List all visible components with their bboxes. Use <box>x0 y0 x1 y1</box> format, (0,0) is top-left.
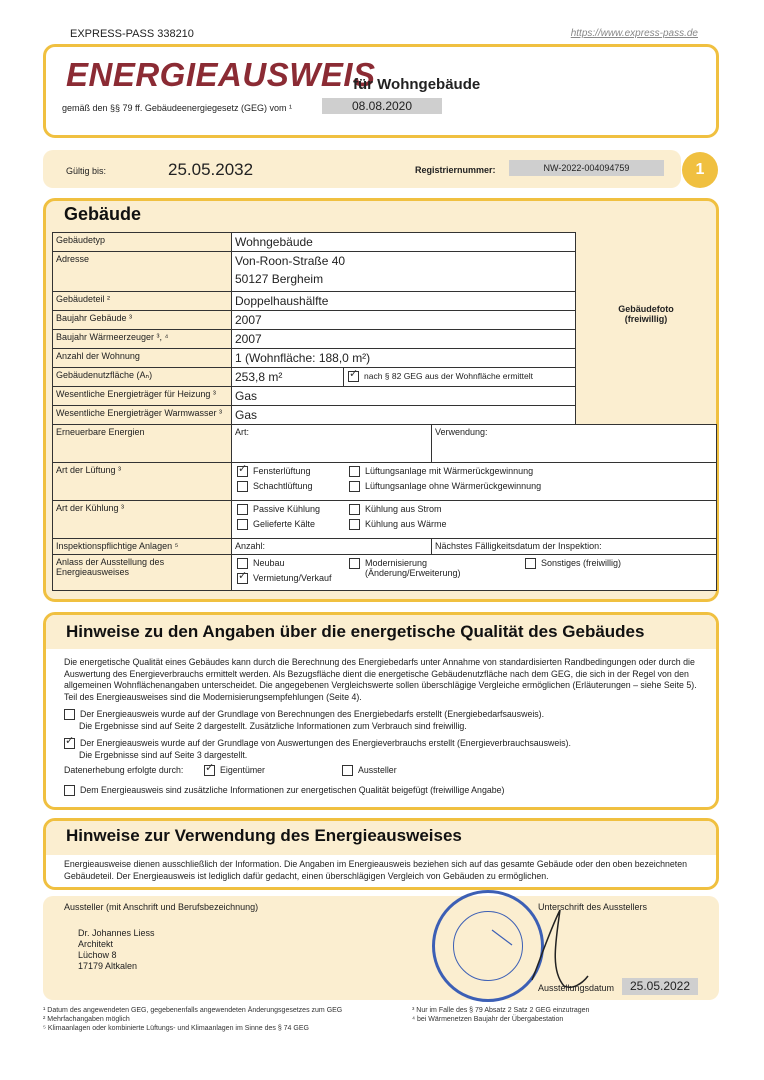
row-value: Gas <box>232 387 576 406</box>
signature-label: Unterschrift des Ausstellers <box>538 902 648 912</box>
renewable-type: Art: <box>232 425 432 463</box>
consumption-option-detail: Die Ergebnisse sind auf Seite 3 dargestellt. <box>79 749 248 760</box>
issuer-name: Dr. Johannes Liess <box>78 928 155 938</box>
demand-option: Der Energieausweis wurde auf der Grundlage von Berechnungen des Energiebedarfs erstellt (Energiebedarfsausweis). <box>80 709 545 719</box>
issuer-label: Aussteller (mit Anschrift und Berufsbezeichnung) <box>64 902 259 912</box>
building-details-table <box>52 424 717 591</box>
checkbox[interactable] <box>237 573 248 584</box>
inspection-count: Anzahl: <box>232 539 432 555</box>
row-value: Doppelhaushälfte <box>232 292 576 311</box>
building-photo-placeholder <box>576 232 716 422</box>
row-label: Gebäudenutzfläche (Aₙ) <box>53 368 232 387</box>
checkbox[interactable] <box>348 371 359 382</box>
row-value: Wohngebäude <box>232 233 576 252</box>
cool-electric: Kühlung aus Strom <box>365 504 442 514</box>
footnote-3: ³ Nur im Falle des § 79 Absatz 2 Satz 2 GEG einzutragen <box>412 1007 590 1014</box>
row-label: Gebäudetyp <box>53 233 232 252</box>
reason-modernization: Modernisierung (Änderung/Erweiterung) <box>365 558 461 578</box>
checkbox[interactable] <box>237 481 248 492</box>
valid-until-label: Gültig bis: <box>66 166 107 176</box>
floor-area-method: nach § 82 GEG aus der Wohnfläche ermittelt <box>364 371 533 381</box>
row-label: Adresse <box>53 252 232 292</box>
row-label: Baujahr Wärmeerzeuger ³, ⁴ <box>53 330 232 349</box>
checkbox[interactable] <box>237 466 248 477</box>
reason-new: Neubau <box>253 558 285 568</box>
registration-number: NW-2022-004094759 <box>509 160 664 176</box>
usage-title: Hinweise zur Verwendung des Energieausweises <box>66 826 462 845</box>
vent-without-recovery: Lüftungsanlage ohne Wärmerückgewinnung <box>365 481 542 492</box>
row-value: 2007 <box>232 311 576 330</box>
issue-date: 25.05.2022 <box>622 978 698 995</box>
footnote-1: ¹ Datum des angewendeten GEG, gegebenenfalls angewendeten Änderungsgesetzes zum GEG <box>43 1007 343 1014</box>
cool-passive: Passive Kühlung <box>253 504 321 514</box>
reason-label: Anlass der Ausstellung des Energieausweises <box>53 555 232 591</box>
notes-title: Hinweise zu den Angaben über die energetische Qualität des Gebäudes <box>66 622 645 641</box>
registration-label: Registriernummer: <box>415 165 496 175</box>
footnotes-left <box>43 1006 342 1033</box>
checkbox[interactable] <box>349 519 360 530</box>
cool-delivered: Gelieferte Kälte <box>253 519 316 530</box>
issuer-city: 17179 Altkalen <box>78 961 138 971</box>
footnote-4: ⁴ bei Wärmenetzen Baujahr der Übergabestation <box>412 1016 564 1023</box>
signature-icon <box>432 890 592 1002</box>
renewable-label: Erneuerbare Energien <box>53 425 232 463</box>
inspection-label: Inspektionspflichtige Anlagen ⁵ <box>53 539 232 555</box>
valid-until-date: 25.05.2032 <box>168 160 254 179</box>
pass-id: EXPRESS-PASS 338210 <box>70 28 194 40</box>
building-title: Gebäude <box>64 204 142 224</box>
document-title: ENERGIEAUSWEIS <box>66 56 376 93</box>
photo-label: Gebäudefoto (freiwillig) <box>618 304 674 324</box>
checkbox[interactable] <box>64 738 75 749</box>
data-by-owner: Eigentümer <box>220 765 265 775</box>
checkbox[interactable] <box>204 765 215 776</box>
website-link[interactable]: https://www.express-pass.de <box>570 28 698 39</box>
vent-shaft: Schachtlüftung <box>253 481 313 492</box>
footnote-5: ⁵ Klimaanlagen oder kombinierte Lüftungs- und Klimaanlagen im Sinne des § 74 GEG <box>43 1025 309 1032</box>
usage-text: Energieausweise dienen ausschließlich der Information. Die Angaben im Energieausweis beziehen sich auf das gesamte Gebäude oder den oben bezeichneten Gebäudeteil. Der Energieausweis ist lediglich dafür gedacht, einen überschlägigen Vergleich von Gebäuden zu ermöglichen. <box>64 859 688 881</box>
issue-date-label: Ausstellungsdatum <box>538 983 615 993</box>
extra-info-option: Dem Energieausweis sind zusätzliche Informationen zur energetischen Qualität beigefügt (freiwillige Angabe) <box>80 784 505 795</box>
checkbox[interactable] <box>237 558 248 569</box>
notes-paragraph: Die energetische Qualität eines Gebäudes kann durch die Berechnung des Energiebedarfs unter Annahme von standardisierten Randbedingungen oder durch die Auswertung des Energieverbrauchs ermittelt werden. Als Bezugsfläche dient die energetische Gebäudenutzfläche nach dem GEG, die sich in der Regel von den allgemeinen Wohnflächenangaben unterscheidet. Die angegebenen Vergleichswerte sollen überschlägige Vergleiche ermöglichen (Erläuterungen – siehe Seite 5). Teil des Energieausweises sind die Modernisierungsempfehlungen (Seite 4). <box>64 657 697 702</box>
cool-heat: Kühlung aus Wärme <box>365 519 447 530</box>
checkbox[interactable] <box>64 709 75 720</box>
vent-with-recovery: Lüftungsanlage mit Wärmerückgewinnung <box>365 466 534 476</box>
page-number-badge: 1 <box>682 152 718 188</box>
row-label: Gebäudeteil ² <box>53 292 232 311</box>
row-label: Wesentliche Energieträger Warmwasser ³ <box>53 406 232 425</box>
checkbox[interactable] <box>349 558 360 569</box>
row-label: Anzahl der Wohnung <box>53 349 232 368</box>
issuer-role: Architekt <box>78 939 114 949</box>
checkbox[interactable] <box>342 765 353 776</box>
row-value: Gas <box>232 406 576 425</box>
checkbox[interactable] <box>237 519 248 530</box>
reason-other: Sonstiges (freiwillig) <box>541 558 622 568</box>
address-street: Von-Roon-Straße 40 <box>235 254 346 268</box>
checkbox[interactable] <box>525 558 536 569</box>
checkbox[interactable] <box>349 504 360 515</box>
checkbox[interactable] <box>237 504 248 515</box>
vent-window: Fensterlüftung <box>253 466 311 476</box>
row-label: Wesentliche Energieträger für Heizung ³ <box>53 387 232 406</box>
ventilation-label: Art der Lüftung ³ <box>53 463 232 501</box>
cooling-label: Art der Kühlung ³ <box>53 501 232 539</box>
checkbox[interactable] <box>64 785 75 796</box>
footnotes-right <box>412 1006 589 1024</box>
demand-option-detail: Die Ergebnisse sind auf Seite 2 dargestellt. Zusätzliche Informationen zum Verbrauch sind freiwillig. <box>79 720 467 731</box>
usage-section <box>43 818 719 890</box>
issuer-street: Lüchow 8 <box>78 950 117 960</box>
checkbox[interactable] <box>349 481 360 492</box>
data-by-issuer: Aussteller <box>358 765 397 775</box>
legal-date: 08.08.2020 <box>322 98 442 114</box>
address-city: 50127 Bergheim <box>235 272 324 286</box>
footnote-2: ² Mehrfachangaben möglich <box>43 1016 130 1023</box>
row-value: 1 (Wohnfläche: 188,0 m²) <box>232 349 576 368</box>
reason-rent-sale: Vermietung/Verkauf <box>253 573 332 584</box>
row-label: Baujahr Gebäude ³ <box>53 311 232 330</box>
data-collection-label: Datenerhebung erfolgte durch: <box>64 765 184 775</box>
floor-area: 253,8 m² <box>232 368 344 386</box>
inspection-next: Nächstes Fälligkeitsdatum der Inspektion: <box>432 539 717 555</box>
issuer-address <box>78 928 155 972</box>
consumption-option: Der Energieausweis wurde auf der Grundlage von Auswertungen des Energieverbrauchs erstellt (Energieverbrauchsausweis). <box>80 738 571 748</box>
document-subtitle: für Wohngebäude <box>353 76 481 93</box>
notes-section <box>43 612 719 810</box>
renewable-use: Verwendung: <box>432 425 717 463</box>
row-value: 2007 <box>232 330 576 349</box>
checkbox[interactable] <box>349 466 360 477</box>
building-table <box>52 232 576 425</box>
legal-basis: gemäß den §§ 79 ff. Gebäudeenergiegesetz (GEG) vom ¹ <box>62 103 292 113</box>
